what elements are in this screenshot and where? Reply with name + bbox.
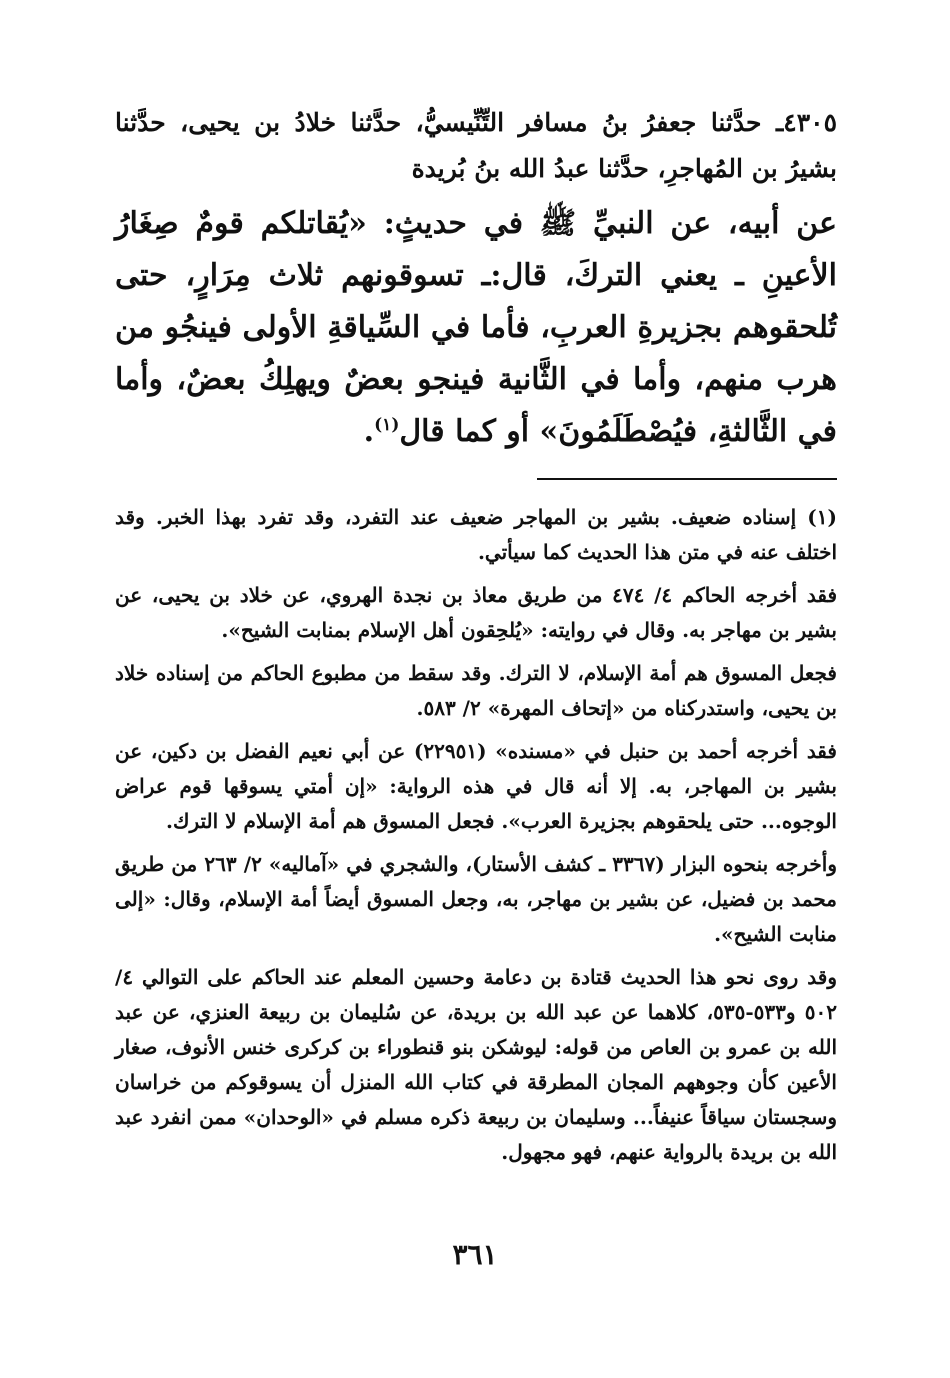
hadith-matn-text: عن أبيه، عن النبيِّ ﷺ في حديثٍ: «يُقاتلكم قومٌ صِغَارُ الأعينِ ـ يعني التركَ، قال:ـ تسوقونهم ثلاث مِرَارٍ، حتى تُلحقوهم بجزيرةِ العربِ، فأما في السِّياقةِ الأولى فينجُو من هرب منهم، وأما في الثَّانية فينجو بعضٌ ويهلِكُ بعضٌ، وأما في الثَّالثةِ، فيُصْطَلَمُونَ» أو كما قال bbox=[115, 206, 837, 449]
hadith-end-mark: . bbox=[363, 414, 375, 449]
footnote-marker: (١) bbox=[374, 415, 400, 435]
hadith-isnad: ٤٣٠٥ـ حدَّثنا جعفرُ بنُ مسافر التِّنِّيسيُّ، حدَّثنا خلادُ بن يحيى، حدَّثنا بشيرُ بن المُهاجرِ، حدَّثنا عبدُ الله بنُ بُريدة bbox=[115, 108, 837, 183]
book-page bbox=[115, 100, 837, 1330]
footnote-divider bbox=[537, 478, 837, 480]
footnote-paragraph: وقد روى نحو هذا الحديث قتادة بن دعامة وحسين المعلم عند الحاكم على التوالي ٤/ ٥٠٢ و٥٣٣-٥٣٥، كلاهما عن عبد الله بن بريدة، عن سُليمان بن ربيعة العنزي، عن عبد الله بن عمرو بن العاص من قوله: ليوشكن بنو قنطوراء بن كركرى خنس الأنوف، صغار الأعين كأن وجوههم المجان المطرقة في كتاب الله المنزل أن يسوقوكم من خراسان وسجستان سياقاً عنيفاً... وسليمان بن ربيعة ذكره مسلم في «الوحدان» ممن انفرد عبد الله بن بريدة بالرواية عنهم، فهو مجهول. bbox=[115, 965, 838, 1164]
hadith-matn bbox=[115, 198, 837, 458]
footnote-paragraph: وأخرجه بنحوه البزار (٣٣٦٧ ـ كشف الأستار)، والشجري في «آماليه» ٢/ ٢٦٣ من طريق محمد بن فضيل، عن بشير بن مهاجر، به، وجعل المسوق أيضاً أمة الإسلام، وقال: «إلى منابت الشيح». bbox=[115, 852, 837, 946]
footnote-paragraph: فقد أخرجه الحاكم ٤/ ٤٧٤ من طريق معاذ بن نجدة الهروي، عن خلاد بن يحيى، عن بشير بن مهاجر به. وقال في روايته: «يُلحِقون أهل الإسلام بمنابت الشيح». bbox=[115, 583, 838, 642]
footnote-paragraph: (١) إسناده ضعيف. بشير بن المهاجر ضعيف عند التفرد، وقد تفرد بهذا الخبر. وقد اختلف عنه في متن هذا الحديث كما سيأتي. bbox=[115, 505, 837, 564]
footnotes bbox=[115, 500, 837, 1170]
page-number: ٣٦١ bbox=[452, 1238, 498, 1271]
footnote-paragraph: فجعل المسوق هم أمة الإسلام، لا الترك. وقد سقط من مطبوع الحاكم من إسناده خلاد بن يحيى، واستدركناه من «إتحاف المهرة» ٢/ ٥٨٣. bbox=[115, 661, 837, 720]
footnote-paragraph: فقد أخرجه أحمد بن حنبل في «مسنده» (٢٢٩٥١) عن أبي نعيم الفضل بن دكين، عن بشير بن المهاجر، به. إلا أنه قال في هذه الرواية: «إن أمتي يسوقها قوم عراض الوجوه... حتى يلحقوهم بجزيرة العرب». فجعل المسوق هم أمة الإسلام لا الترك. bbox=[115, 739, 837, 833]
